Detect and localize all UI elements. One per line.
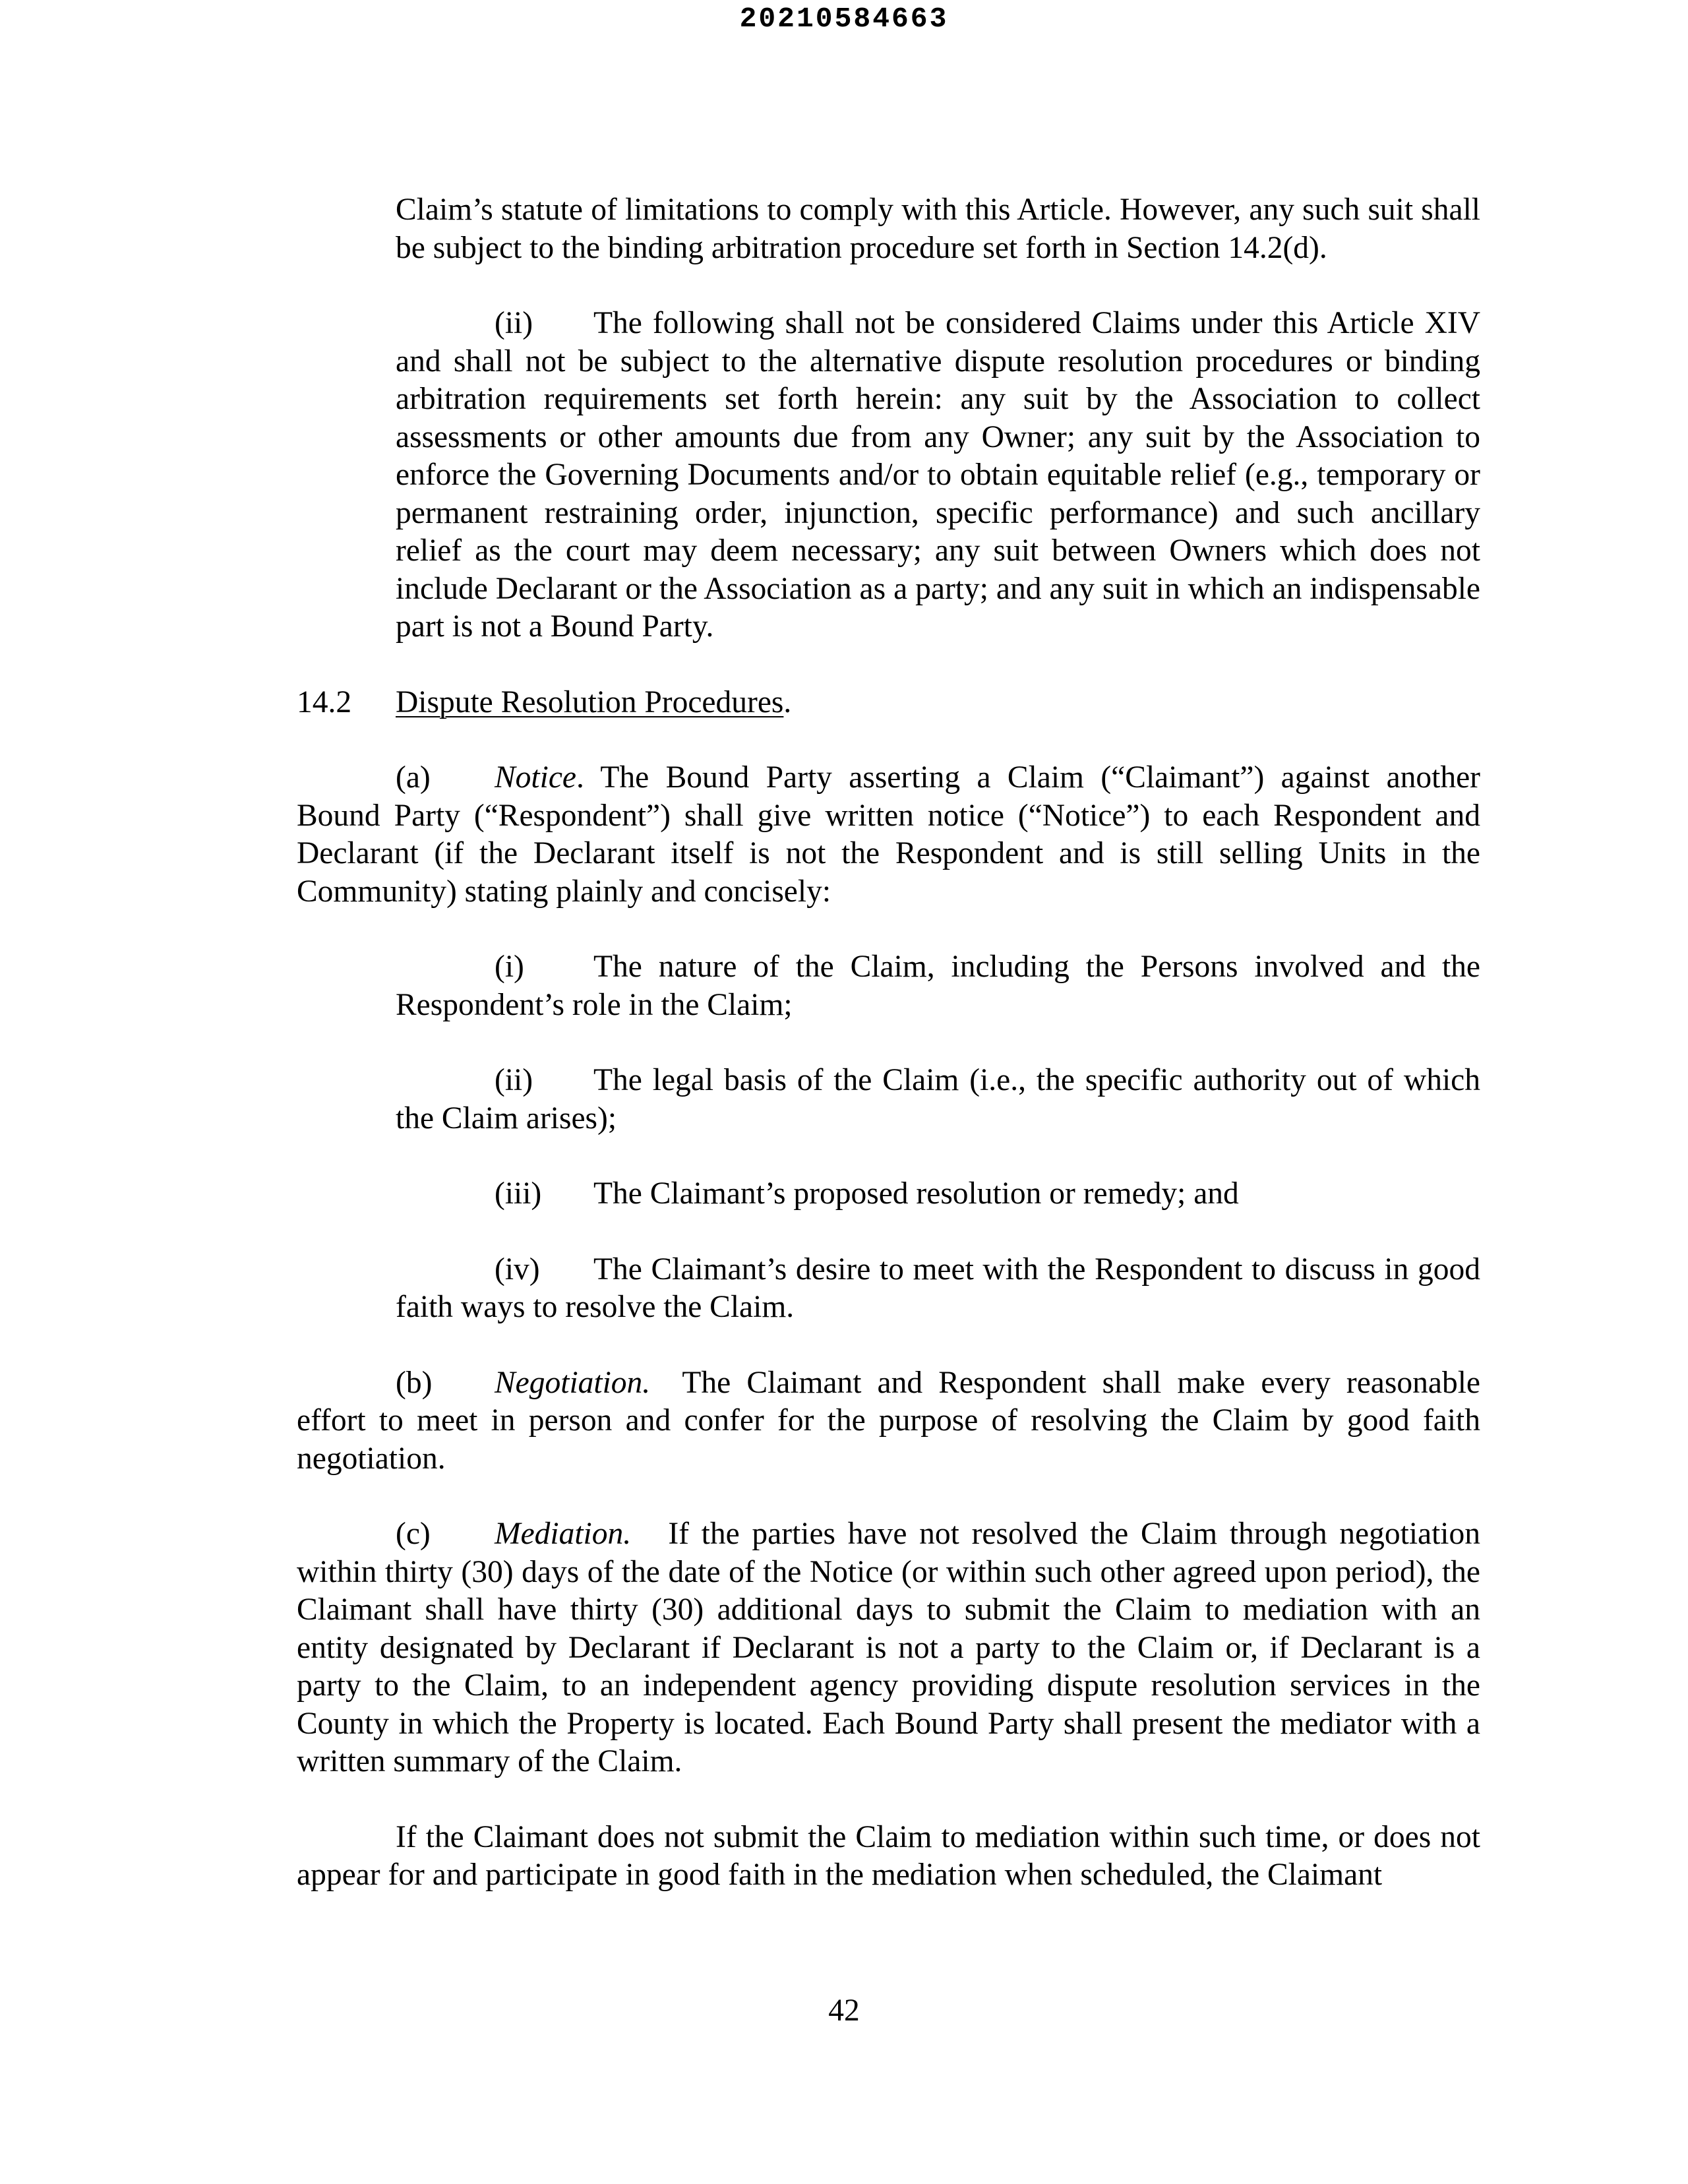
paragraph-mediation-failure — [297, 1819, 1480, 1895]
paragraph-text: If the parties have not resolved the Claim through negotiation within thirty (30) days of the date of the Notice (or within such other agreed upon period), the Claimant shall have thirty (30) additional days to submit the Claim to mediation with an entity designated by Declarant if Declarant is not a party to the Claim or, if Declarant is a party to the Claim, to an independent agency providing dispute resolution services in the County in which the Property is located. Each Bound Party shall present the mediator with a written summary of the Claim. — [297, 1517, 1481, 1778]
paragraph-text: . The Bound Party asserting a Claim (“Claimant”) against another Bound Party (“Respondent”) shall give written notice (“Notice”) to each Respondent and Declarant (if the Declarant itself is not the Respondent and is still selling Units in the Community) stating plainly and concisely: — [297, 760, 1480, 909]
paragraph-text: Claim’s statute of limitations to comply with this Article. However, any such suit shall be subject to the binding arbitration procedure set forth in Section 14.2(d). — [396, 193, 1480, 265]
section-title: Dispute Resolution Procedures — [396, 684, 784, 719]
subsection-title: Notice — [495, 760, 576, 795]
list-number: (b) — [396, 1365, 433, 1400]
paragraph-text: The nature of the Claim, including the Persons involved and the Respondent’s role in the Claim; — [396, 950, 1480, 1022]
paragraph-iii — [396, 1175, 1480, 1213]
paragraph-a-notice — [297, 759, 1480, 911]
document-number: 20210584663 — [739, 3, 949, 35]
section-title-period: . — [783, 684, 792, 719]
list-number: (a) — [396, 760, 431, 795]
list-number: (ii) — [495, 306, 533, 340]
paragraph-text: The legal basis of the Claim (i.e., the specific authority out of which the Claim arises); — [396, 1063, 1480, 1136]
paragraph-b-negotiation — [297, 1364, 1480, 1478]
paragraph-text: The following shall not be considered Claims under this Article XIV and shall not be subject to the alternative dispute resolution procedures or binding arbitration requirements set forth herein: any suit by the Association to collect assessments or other amounts due from any Owner; any suit by the Association to enforce the Governing Documents and/or to obtain equitable relief (e.g., temporary or permanent restraining order, injunction, specific performance) and such ancillary relief as the court may deem necessary; any suit between Owners which does not include Declarant or the Association as a party; and any suit in which an indispensable part is not a Bound Party. — [396, 306, 1480, 644]
paragraph-text: The Claimant and Respondent shall make every reasonable effort to meet in person and confer for the purpose of resolving the Claim by good faith negotiation. — [297, 1365, 1480, 1476]
paragraph-iv — [396, 1251, 1480, 1327]
list-number: (iii) — [495, 1176, 542, 1211]
page-number: 42 — [828, 1993, 860, 2028]
paragraph-text: The Claimant’s proposed resolution or remedy; and — [593, 1176, 1239, 1211]
paragraph-i — [396, 948, 1480, 1024]
section-heading — [297, 684, 1480, 722]
paragraph-ii — [396, 1062, 1480, 1138]
section-number: 14.2 — [297, 684, 352, 719]
paragraph-text: If the Claimant does not submit the Claim to mediation within such time, or does not appear for and participate in good faith in the mediation when scheduled, the Claimant — [297, 1819, 1480, 1892]
paragraph-statute-limitations — [396, 191, 1480, 267]
subsection-title: Mediation. — [495, 1517, 632, 1551]
paragraph-ii-exclusions — [396, 305, 1480, 646]
list-number: (iv) — [495, 1252, 540, 1287]
paragraph-c-mediation — [297, 1515, 1480, 1781]
subsection-title: Negotiation. — [495, 1365, 651, 1400]
list-number: (ii) — [495, 1063, 533, 1097]
paragraph-text: The Claimant’s desire to meet with the Respondent to discuss in good faith ways to resolve the Claim. — [396, 1252, 1480, 1324]
list-number: (i) — [495, 950, 524, 984]
list-number: (c) — [396, 1517, 431, 1551]
document-body — [297, 191, 1480, 1932]
